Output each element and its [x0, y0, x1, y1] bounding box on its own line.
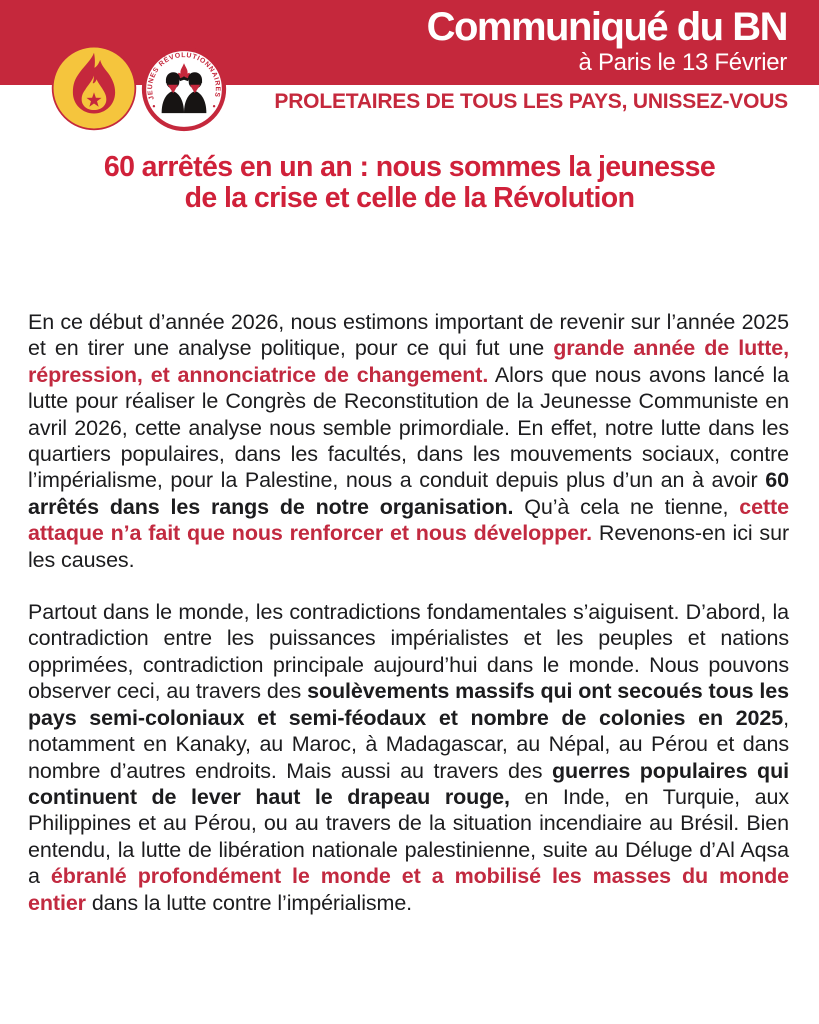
text-segment: En ce début d’année 2026, nous estimons important de revenir sur l’année 2025 et en tirer une analyse politique, pour ce qui fut une — [28, 310, 789, 361]
text-segment: , notamment en Kanaky, au Maroc, à Madagascar, au Népal, au Pérou et dans nombre d’autres endroits. Mais aussi au travers des — [28, 705, 789, 783]
headline-line-2: de la crise et celle de la Révolution — [184, 182, 635, 215]
paragraph-2 — [28, 599, 789, 916]
text-segment: ébranlé profondément le monde et a mobilisé les masses du monde entier — [28, 864, 790, 915]
text-segment: grande année de lutte, répression, et annonciatrice de changement. — [28, 336, 789, 387]
text-segment: soulèvements massifs qui ont secoués tous les pays semi-coloniaux et semi-féodaux et nombre de colonies en 2025 — [28, 679, 789, 730]
page-title: Communiqué du BN — [426, 5, 787, 49]
text-segment: cette attaque n’a fait que nous renforcer et nous développer. — [28, 494, 789, 546]
text-segment: en Inde, en Turquie, aux Philippines et au Pérou, ou au travers de la situation incendiaire au Brésil. Bien entendu, la lutte de libération nationale palestinienne, suite au Déluge d’Al Aqsa a — [28, 784, 789, 889]
flame-star-logo-icon — [50, 44, 138, 132]
dateline: à Paris le 13 Février — [578, 49, 787, 76]
headline — [0, 152, 819, 215]
text-segment: Alors que nous avons lancé la lutte pour réaliser le Congrès de Reconstitution de la Jeunesse Communiste en avril 2026, cette analyse nous semble primordiale. En effet, notre lutte dans les quartiers populaires, dans les facultés, dans les mouvements sociaux, contre l’impérialisme, pour la Palestine, nous a conduit depuis plus d’un an à avoir — [28, 362, 789, 493]
header — [427, 6, 787, 77]
body-copy — [28, 309, 789, 942]
slogan: PROLETAIRES DE TOUS LES PAYS, UNISSEZ-VOUS — [274, 90, 788, 113]
text-segment: Revenons-en ici sur les causes. — [28, 521, 789, 572]
paragraph-1 — [28, 309, 789, 573]
text-segment: Partout dans le monde, les contradictions fondamentales s’aiguisent. D’abord, la contradiction entre les puissances impérialistes et les peuples et nations opprimées, contradiction principale aujourd’hui dans le monde. Nous pouvons observer ceci, au travers des — [28, 600, 789, 704]
jeunes-revolutionnaires-emblem-icon — [141, 46, 227, 132]
headline-line-1: 60 arrêtés en un an : nous sommes la jeunesse — [103, 151, 716, 183]
text-segment: guerres populaires qui continuent de lever haut le drapeau rouge, — [28, 758, 789, 809]
text-segment: dans la lutte contre l’impérialisme. — [85, 890, 413, 915]
emblem-curved-text: JEUNES RÉVOLUTIONNAIRES — [147, 52, 221, 101]
text-segment: Qu’à cela ne tienne, — [513, 494, 740, 519]
text-segment: 60 arrêtés dans les rangs de notre organisation. — [28, 468, 789, 519]
